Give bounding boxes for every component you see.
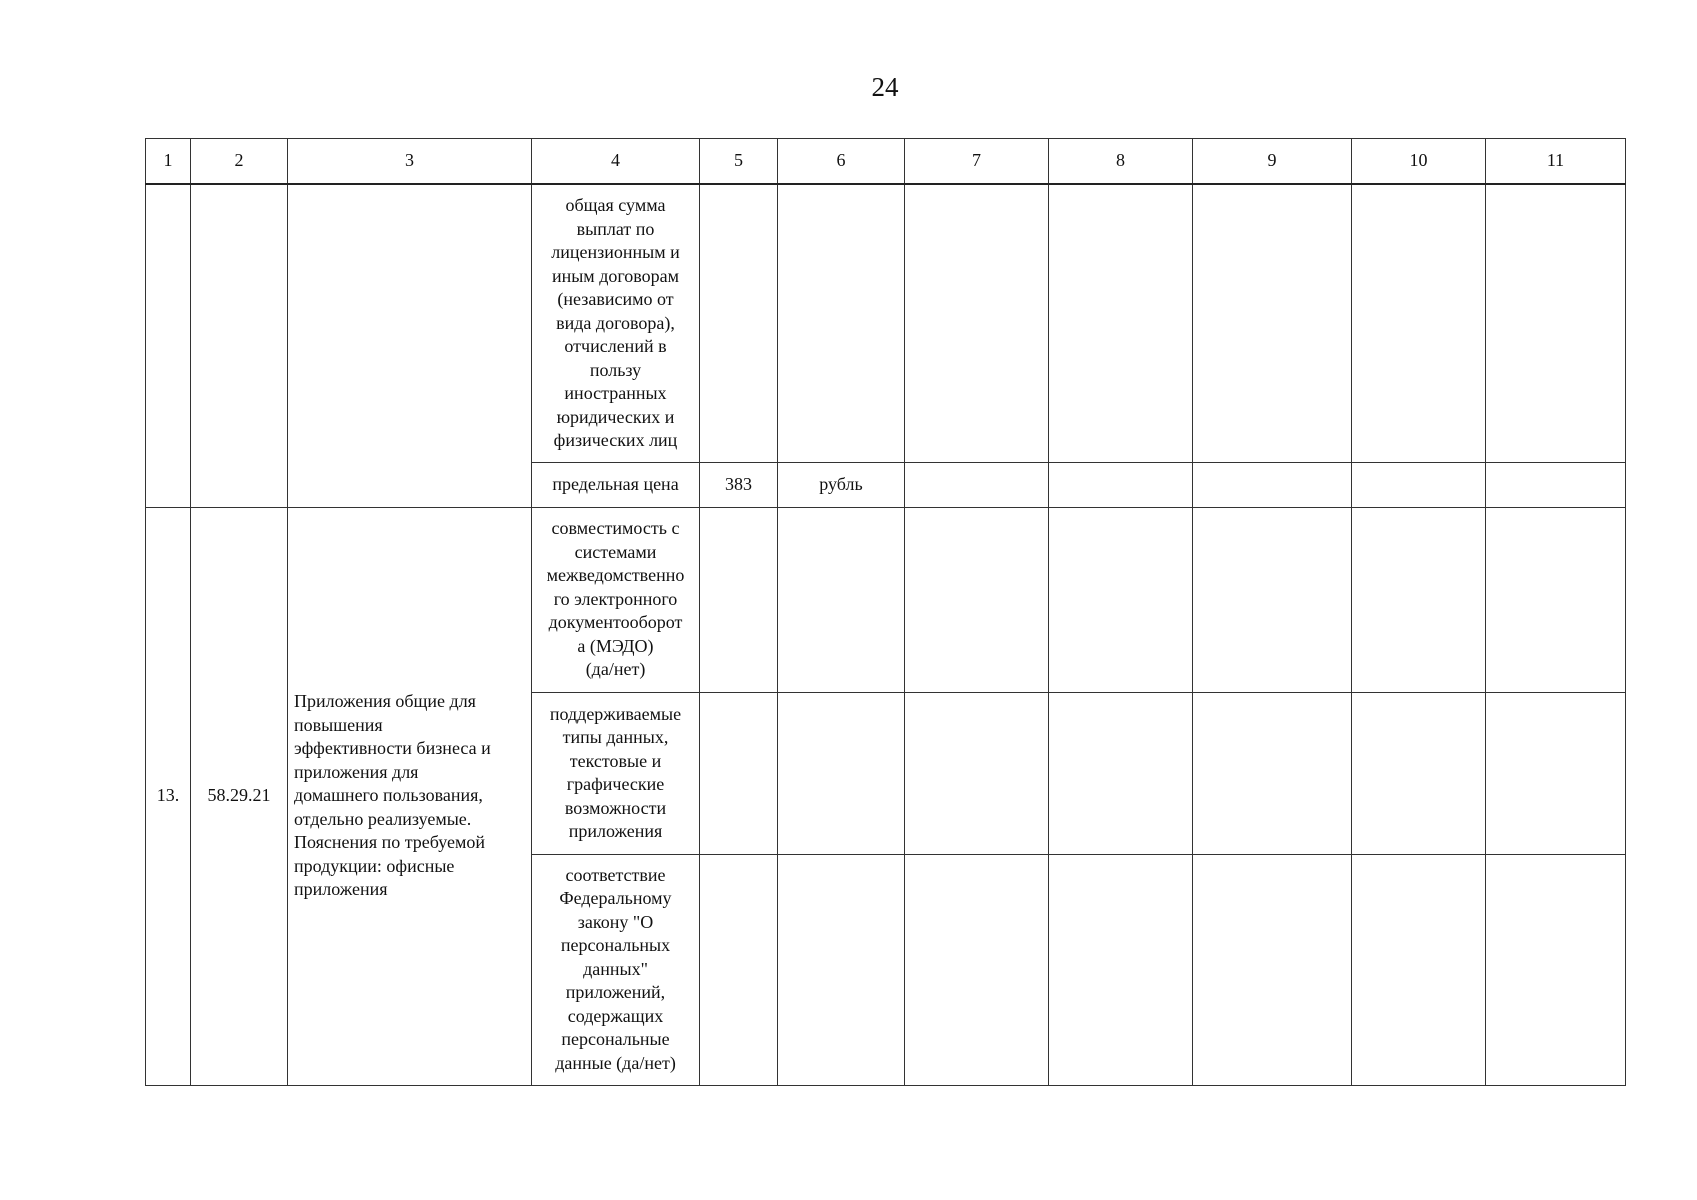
column-header: 11 (1486, 139, 1626, 185)
continued-name-cell (288, 184, 532, 507)
table-cell (905, 692, 1049, 854)
unit-code-cell: 383 (700, 462, 778, 507)
table-cell (1486, 462, 1626, 507)
column-header: 3 (288, 139, 532, 185)
table-cell (1193, 507, 1352, 692)
requirements-table (145, 138, 1626, 1086)
row-number-cell: 13. (146, 507, 191, 1085)
column-header: 6 (778, 139, 905, 185)
table-row (146, 184, 1626, 462)
table-cell (905, 854, 1049, 1085)
continued-number-cell (146, 184, 191, 507)
column-number-row (146, 139, 1626, 185)
characteristic-name-cell: соответствие Федеральному закону "О персональных данных" приложений, содержащих персональные данные (да/нет) (532, 854, 700, 1085)
table-cell (778, 507, 905, 692)
table-cell (1352, 184, 1486, 462)
column-header: 9 (1193, 139, 1352, 185)
table-cell (1193, 462, 1352, 507)
characteristic-name-cell: совместимость с системами межведомственно го электронного документооборот а (МЭДО) (да/нет) (532, 507, 700, 692)
okpd2-code-cell: 58.29.21 (191, 507, 288, 1085)
table-cell (778, 854, 905, 1085)
table-cell (905, 462, 1049, 507)
column-header: 2 (191, 139, 288, 185)
table-cell (700, 507, 778, 692)
column-header: 4 (532, 139, 700, 185)
table-cell (778, 692, 905, 854)
column-header: 10 (1352, 139, 1486, 185)
table-row (146, 507, 1626, 692)
column-header: 1 (146, 139, 191, 185)
page-number: 24 (871, 72, 899, 102)
table-cell (1352, 507, 1486, 692)
table-cell (1049, 854, 1193, 1085)
column-header: 5 (700, 139, 778, 185)
continued-code-cell (191, 184, 288, 507)
product-name-cell: Приложения общие для повышения эффективности бизнеса и приложения для домашнего пользования, отдельно реализуемые. Пояснения по требуемой продукции: офисные приложения (288, 507, 532, 1085)
characteristic-name-cell: предельная цена (532, 462, 700, 507)
table-cell (1049, 507, 1193, 692)
characteristic-name-cell: поддерживаемые типы данных, текстовые и графические возможности приложения (532, 692, 700, 854)
table-cell (1049, 184, 1193, 462)
table-cell (1193, 692, 1352, 854)
table-cell (1486, 184, 1626, 462)
table-cell (1486, 854, 1626, 1085)
table-cell (1049, 462, 1193, 507)
table-cell (1486, 692, 1626, 854)
table-cell (1352, 692, 1486, 854)
table-cell (905, 507, 1049, 692)
characteristic-name-cell: общая сумма выплат по лицензионным и иным договорам (независимо от вида договора), отчислений в пользу иностранных юридических и физических лиц (532, 184, 700, 462)
unit-code-cell (700, 184, 778, 462)
table-cell (1486, 507, 1626, 692)
column-header: 7 (905, 139, 1049, 185)
table-cell (1049, 692, 1193, 854)
table-cell (905, 184, 1049, 462)
table-cell (1193, 854, 1352, 1085)
column-header: 8 (1049, 139, 1193, 185)
table-cell (700, 692, 778, 854)
table-cell (700, 854, 778, 1085)
unit-name-cell: рубль (778, 462, 905, 507)
unit-name-cell (778, 184, 905, 462)
table-cell (1352, 462, 1486, 507)
table-cell (1193, 184, 1352, 462)
table-cell (1352, 854, 1486, 1085)
